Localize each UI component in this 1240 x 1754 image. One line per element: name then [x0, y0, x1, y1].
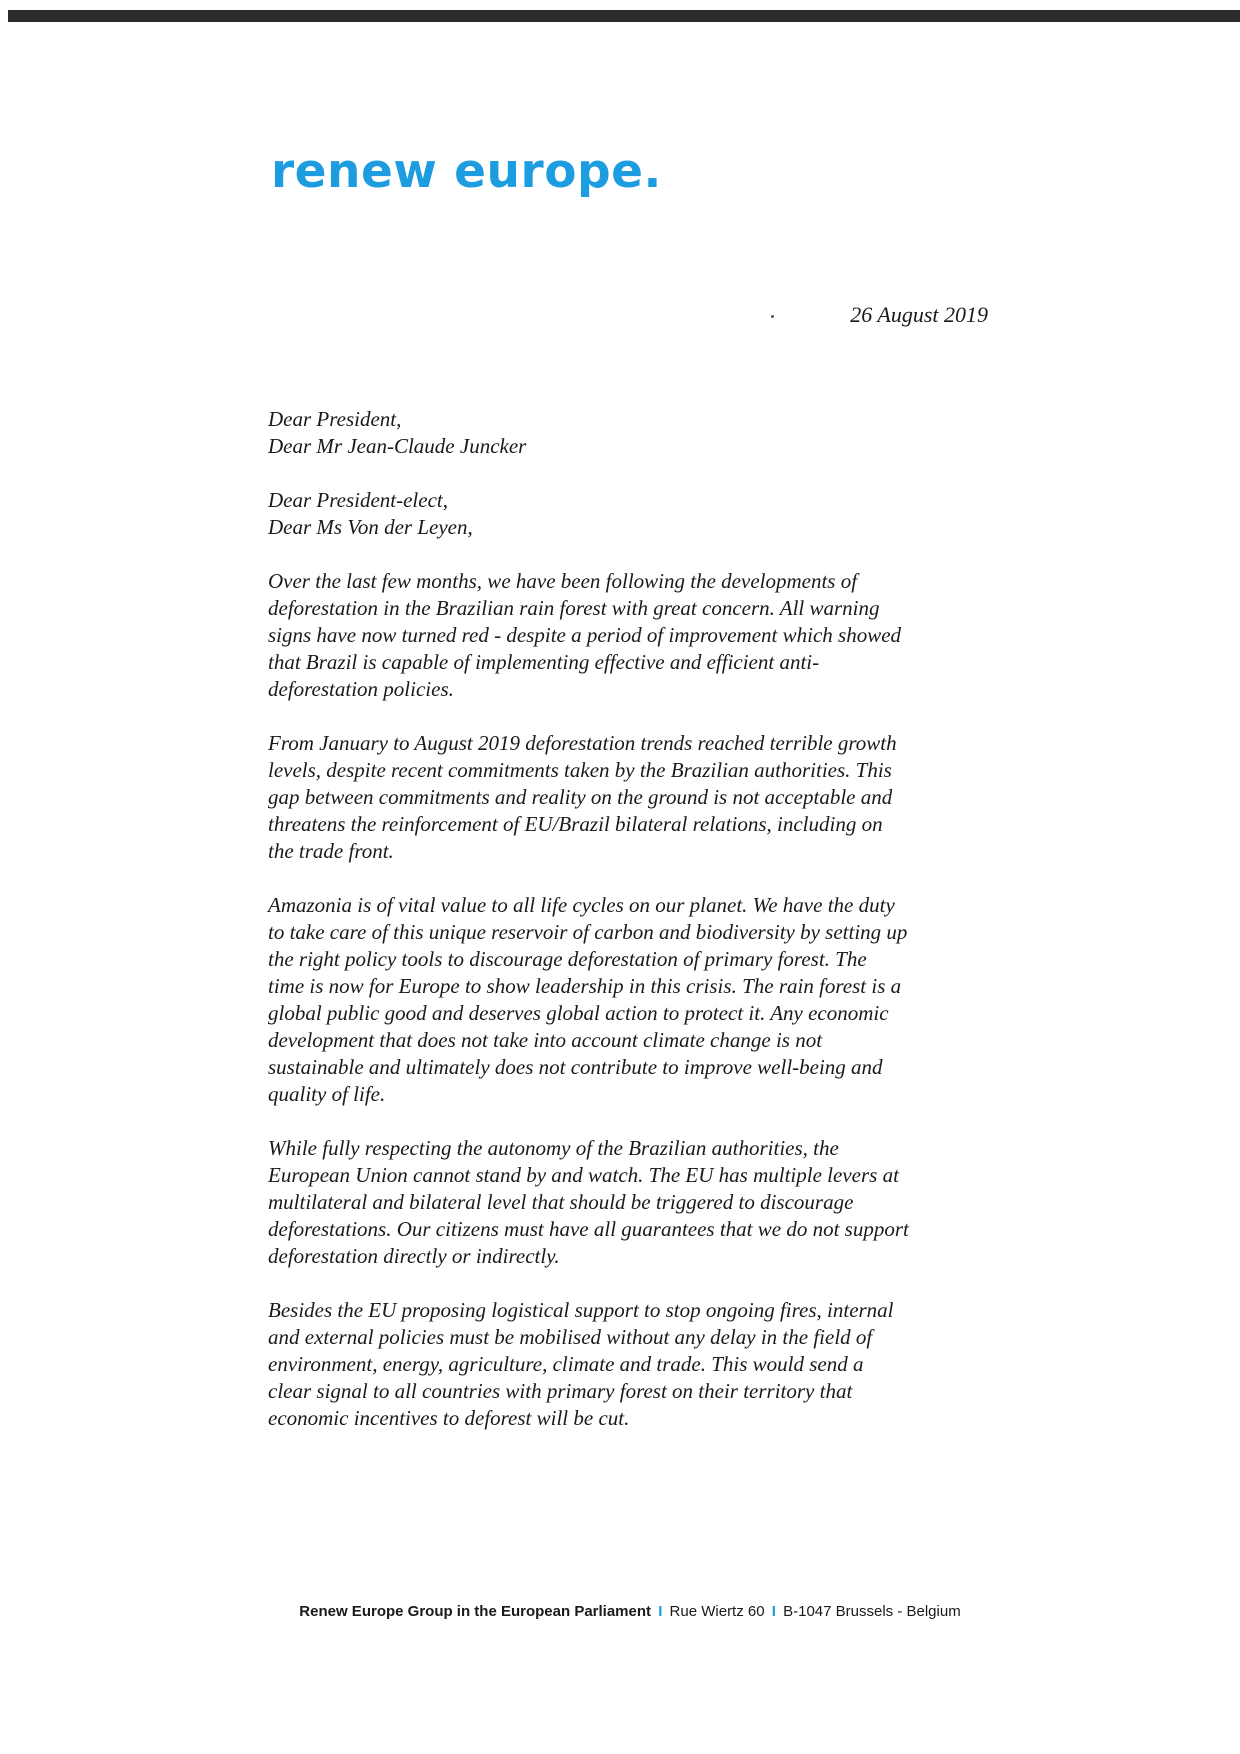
- text-line: deforestations. Our citizens must have all guarantees that we do not support: [268, 1217, 909, 1241]
- text-line: While fully respecting the autonomy of the Brazilian authorities, the: [268, 1136, 839, 1160]
- text-line: From January to August 2019 deforestation trends reached terrible growth: [268, 731, 897, 755]
- salutation-line: Dear President,: [268, 407, 402, 431]
- renew-europe-logo: renew europe.: [271, 144, 662, 199]
- text-line: signs have now turned red - despite a period of improvement which showed: [268, 623, 902, 647]
- text-line: that Brazil is capable of implementing effective and efficient anti-: [268, 650, 820, 674]
- text-line: environment, energy, agriculture, climate and trade. This would send a: [268, 1352, 864, 1376]
- text-line: deforestation in the Brazilian rain forest with great concern. All warning: [268, 596, 880, 620]
- text-line: economic incentives to deforest will be cut.: [268, 1406, 630, 1430]
- salutation-line: Dear Ms Von der Leyen,: [268, 515, 473, 539]
- text-line: levels, despite recent commitments taken by the Brazilian authorities. This: [268, 758, 892, 782]
- text-line: development that does not take into account climate change is not: [268, 1028, 823, 1052]
- paragraph-eu-levers: [268, 1135, 998, 1270]
- text-line: quality of life.: [268, 1082, 386, 1106]
- text-line: European Union cannot stand by and watch. The EU has multiple levers at: [268, 1163, 899, 1187]
- paragraph-amazonia-value: [268, 892, 998, 1108]
- footer-city: B-1047 Brussels - Belgium: [783, 1603, 961, 1620]
- paragraph-policy-mobilisation: [268, 1297, 998, 1432]
- text-line: threatens the reinforcement of EU/Brazil bilateral relations, including on: [268, 812, 883, 836]
- scan-edge-bar: [8, 10, 1240, 22]
- footer-street: Rue Wiertz 60: [669, 1603, 765, 1620]
- text-line: global public good and deserves global action to protect it. Any economic: [268, 1001, 889, 1025]
- salutation-block: [268, 406, 998, 460]
- salutation-block: [268, 487, 998, 541]
- paragraph-deforestation-concern: [268, 568, 998, 703]
- text-line: to take care of this unique reservoir of carbon and biodiversity by setting up: [268, 920, 908, 944]
- footer-separator: I: [658, 1603, 663, 1620]
- text-line: the right policy tools to discourage deforestation of primary forest. The: [268, 947, 867, 971]
- text-line: the trade front.: [268, 839, 394, 863]
- text-line: and external policies must be mobilised without any delay in the field of: [268, 1325, 873, 1349]
- text-line: Amazonia is of vital value to all life cycles on our planet. We have the duty: [268, 893, 895, 917]
- text-line: Over the last few months, we have been following the developments of: [268, 569, 858, 593]
- text-line: time is now for Europe to show leadership in this crisis. The rain forest is a: [268, 974, 902, 998]
- text-line: gap between commitments and reality on the ground is not acceptable and: [268, 785, 893, 809]
- text-line: deforestation policies.: [268, 677, 454, 701]
- letter-date: 26 August 2019: [850, 302, 988, 327]
- text-line: Besides the EU proposing logistical support to stop ongoing fires, internal: [268, 1298, 894, 1322]
- text-line: sustainable and ultimately does not contribute to improve well-being and: [268, 1055, 883, 1079]
- salutation-line: Dear Mr Jean-Claude Juncker: [268, 434, 527, 458]
- text-line: clear signal to all countries with primary forest on their territory that: [268, 1379, 853, 1403]
- paragraph-deforestation-trends: [268, 730, 998, 865]
- scan-speck: [771, 315, 774, 318]
- letter-body: [268, 406, 998, 1459]
- text-line: deforestation directly or indirectly.: [268, 1244, 560, 1268]
- footer-organization: Renew Europe Group in the European Parliament: [299, 1603, 652, 1620]
- letterhead-footer: [0, 1603, 1240, 1620]
- salutation-line: Dear President-elect,: [268, 488, 448, 512]
- text-line: multilateral and bilateral level that should be triggered to discourage: [268, 1190, 854, 1214]
- footer-separator: I: [771, 1603, 776, 1620]
